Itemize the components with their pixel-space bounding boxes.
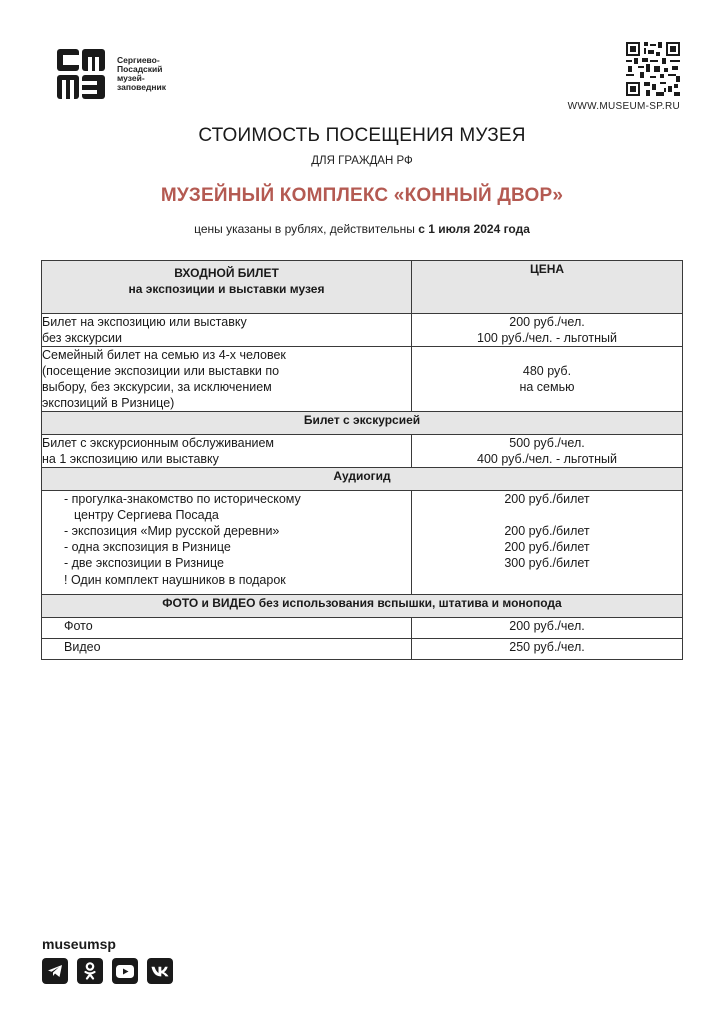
photo-label: Фото xyxy=(42,618,412,639)
single-ticket-price: 200 руб./чел. 100 руб./чел. - льготный xyxy=(412,314,683,347)
logo-text: Сергиево- Посадский музей- заповедник xyxy=(117,55,167,92)
family-ticket-desc: Семейный билет на семью из 4-х человек (посещение экспозиции или выставки по выбору, без экскурсии, за исключением экспозиций в Ризнице) xyxy=(42,347,412,412)
page-subtitle: ДЛЯ ГРАЖДАН РФ xyxy=(311,155,413,167)
table-row xyxy=(42,491,683,595)
table-row xyxy=(42,347,683,412)
video-label: Видео xyxy=(42,639,412,660)
single-ticket-desc: Билет на экспозицию или выставку без экскурсии xyxy=(42,314,412,347)
museum-logo xyxy=(57,49,105,99)
header-price-cell: ЦЕНА xyxy=(412,261,683,314)
table-header-row xyxy=(42,261,683,314)
header-ticket-cell: ВХОДНОЙ БИЛЕТ на экспозиции и выставки музея xyxy=(42,261,412,314)
qr-code[interactable] xyxy=(626,42,680,96)
complex-name: МУЗЕЙНЫЙ КОМПЛЕКС «КОННЫЙ ДВОР» xyxy=(160,185,564,206)
table-row xyxy=(42,639,683,660)
odnoklassniki-icon[interactable] xyxy=(77,958,103,984)
social-handle: museumsp xyxy=(42,936,116,952)
section-audio-row xyxy=(42,468,683,491)
section-photo-title: ФОТО и ВИДЕО без использования вспышки, штатива и монопода xyxy=(42,595,683,618)
price-table xyxy=(41,260,683,660)
website-url[interactable]: WWW.MUSEUM-SP.RU xyxy=(567,101,680,112)
excursion-ticket-price: 500 руб./чел. 400 руб./чел. - льготный xyxy=(412,435,683,468)
audio-guide-prices: 200 руб./билет 200 руб./билет 200 руб./билет 300 руб./билет xyxy=(412,491,683,595)
validity-note: цены указаны в рублях, действительны с 1 июля 2024 года xyxy=(194,222,530,236)
video-price: 250 руб./чел. xyxy=(412,639,683,660)
vk-icon[interactable] xyxy=(147,958,173,984)
youtube-icon[interactable] xyxy=(112,958,138,984)
section-photo-row xyxy=(42,595,683,618)
social-links xyxy=(42,958,173,984)
excursion-ticket-desc: Билет с экскурсионным обслуживанием на 1 экспозицию или выставку xyxy=(42,435,412,468)
validity-date: с 1 июля 2024 года xyxy=(418,222,530,236)
page-title: СТОИМОСТЬ ПОСЕЩЕНИЯ МУЗЕЯ xyxy=(198,125,526,146)
table-row xyxy=(42,435,683,468)
table-row xyxy=(42,314,683,347)
audio-guide-desc: - прогулка-знакомство по историческому центру Сергиева Посада - экспозиция «Мир русской деревни» - одна экспозиция в Ризнице - две экспозиции в Ризнице ! Один комплект наушников в подарок xyxy=(42,491,412,595)
section-excursion-title: Билет с экскурсией xyxy=(42,412,683,435)
section-audio-title: Аудиогид xyxy=(42,468,683,491)
section-excursion-row xyxy=(42,412,683,435)
family-ticket-price: 480 руб. на семью xyxy=(412,347,683,412)
table-row xyxy=(42,618,683,639)
telegram-icon[interactable] xyxy=(42,958,68,984)
photo-price: 200 руб./чел. xyxy=(412,618,683,639)
